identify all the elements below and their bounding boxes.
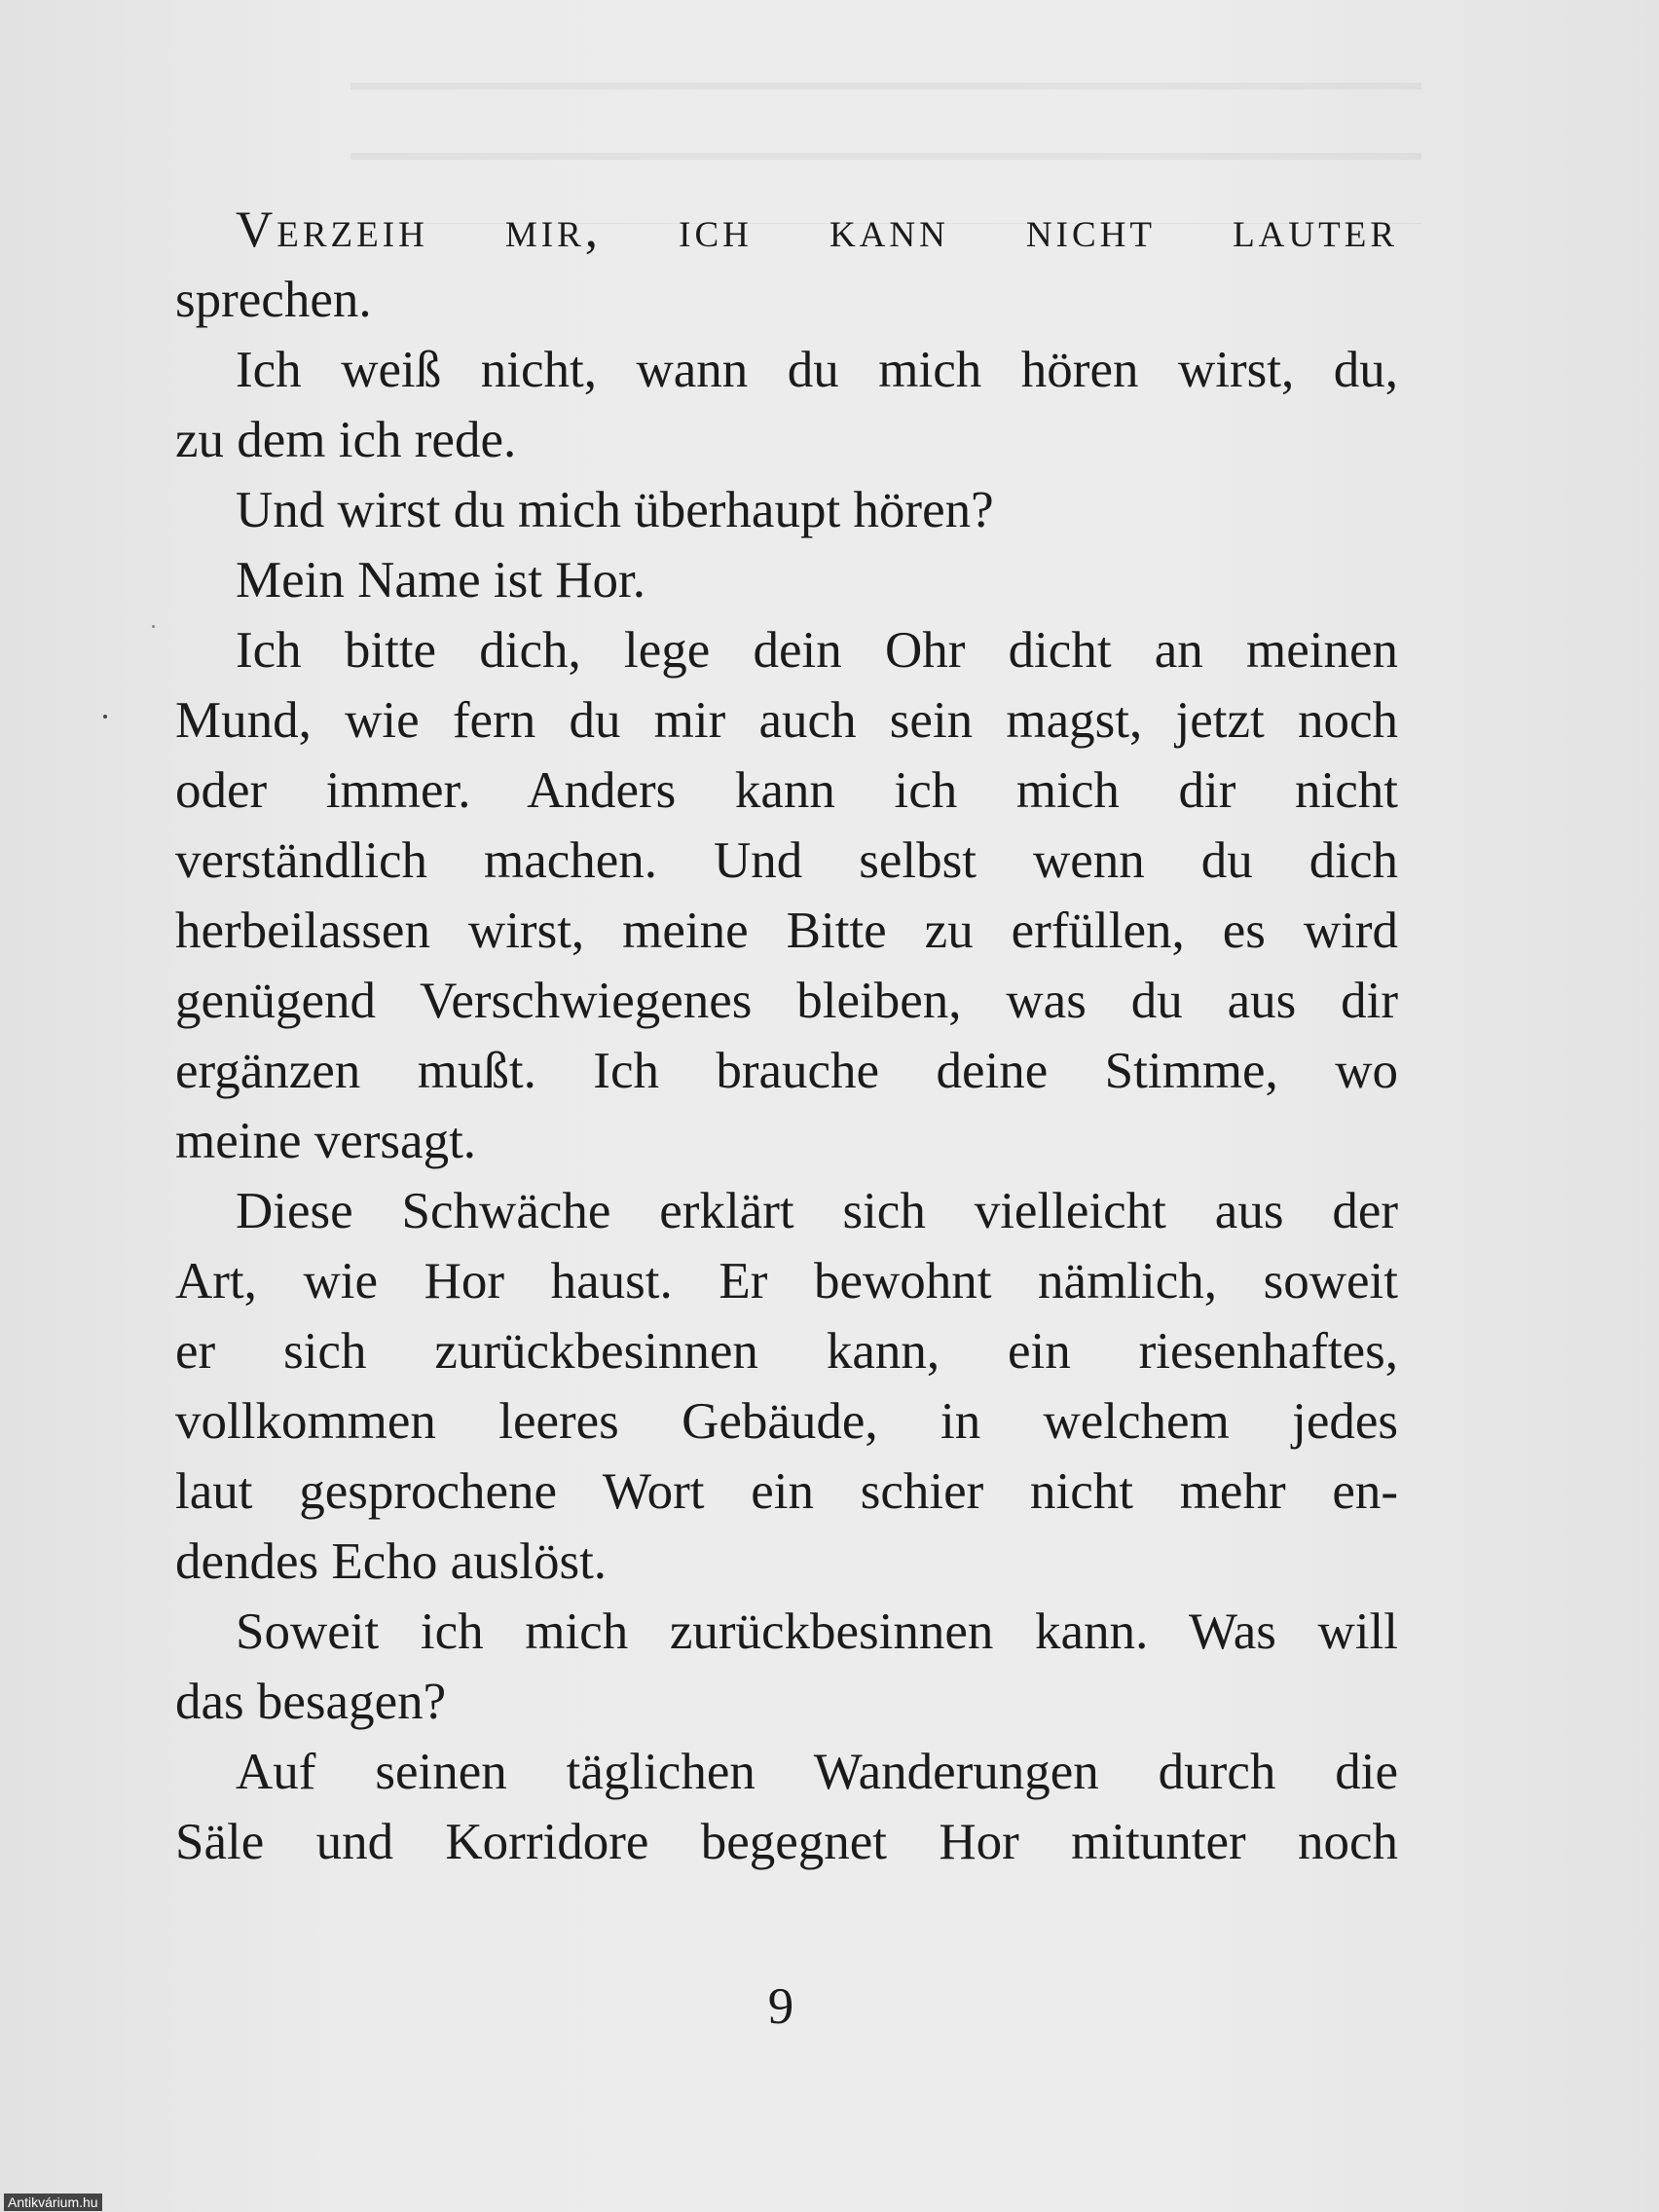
text-line: verständlich machen. Und selbst wenn du dich xyxy=(175,832,1398,889)
text-line: herbeilassen wirst, meine Bitte zu erfüllen, es wird xyxy=(175,903,1398,959)
text-line: dendes Echo auslöst. xyxy=(175,1533,608,1590)
text-line: Säle und Korridore begegnet Hor mitunter noch xyxy=(175,1814,1398,1870)
text-line: Soweit ich mich zurückbesinnen kann. Was will xyxy=(236,1604,1398,1660)
paper-speck xyxy=(103,715,107,719)
text-line: sprechen. xyxy=(175,272,372,328)
page-number: 9 xyxy=(767,1978,794,2035)
text-line: Mund, wie fern du mir auch sein magst, jetzt noch xyxy=(175,692,1398,749)
text-line: Auf seinen täglichen Wanderungen durch die xyxy=(236,1744,1398,1800)
text-line: das besagen? xyxy=(175,1674,447,1730)
text-line: Ich bitte dich, lege dein Ohr dicht an meinen xyxy=(236,622,1398,679)
text-line: ergänzen mußt. Ich brauche deine Stimme, wo xyxy=(175,1043,1398,1099)
text-line: vollkommen leeres Gebäude, in welchem jedes xyxy=(175,1393,1398,1450)
text-block xyxy=(175,195,1398,1877)
text-line: Art, wie Hor haust. Er bewohnt nämlich, soweit xyxy=(175,1253,1398,1309)
text-line: laut gesprochene Wort ein schier nicht mehr en- xyxy=(175,1463,1398,1520)
text-line: oder immer. Anders kann ich mich dir nicht xyxy=(175,762,1398,819)
watermark-label: Antikvárium.hu xyxy=(4,2194,102,2211)
text-line: Mein Name ist Hor. xyxy=(236,552,645,608)
text-line: Und wirst du mich überhaupt hören? xyxy=(236,482,994,538)
text-line: Ich weiß nicht, wann du mich hören wirst, du, xyxy=(236,342,1398,398)
opening-line: Verzeih mir, ich kann nicht lauter xyxy=(236,202,1398,258)
text-line: er sich zurückbesinnen kann, ein riesenhaftes, xyxy=(175,1323,1398,1380)
text-line: genügend Verschwiegenes bleiben, was du aus dir xyxy=(175,973,1398,1029)
paper-speck xyxy=(152,625,155,628)
text-line: meine versagt. xyxy=(175,1113,477,1169)
text-line: Diese Schwäche erklärt sich vielleicht aus der xyxy=(236,1183,1398,1239)
text-line: zu dem ich rede. xyxy=(175,412,517,468)
